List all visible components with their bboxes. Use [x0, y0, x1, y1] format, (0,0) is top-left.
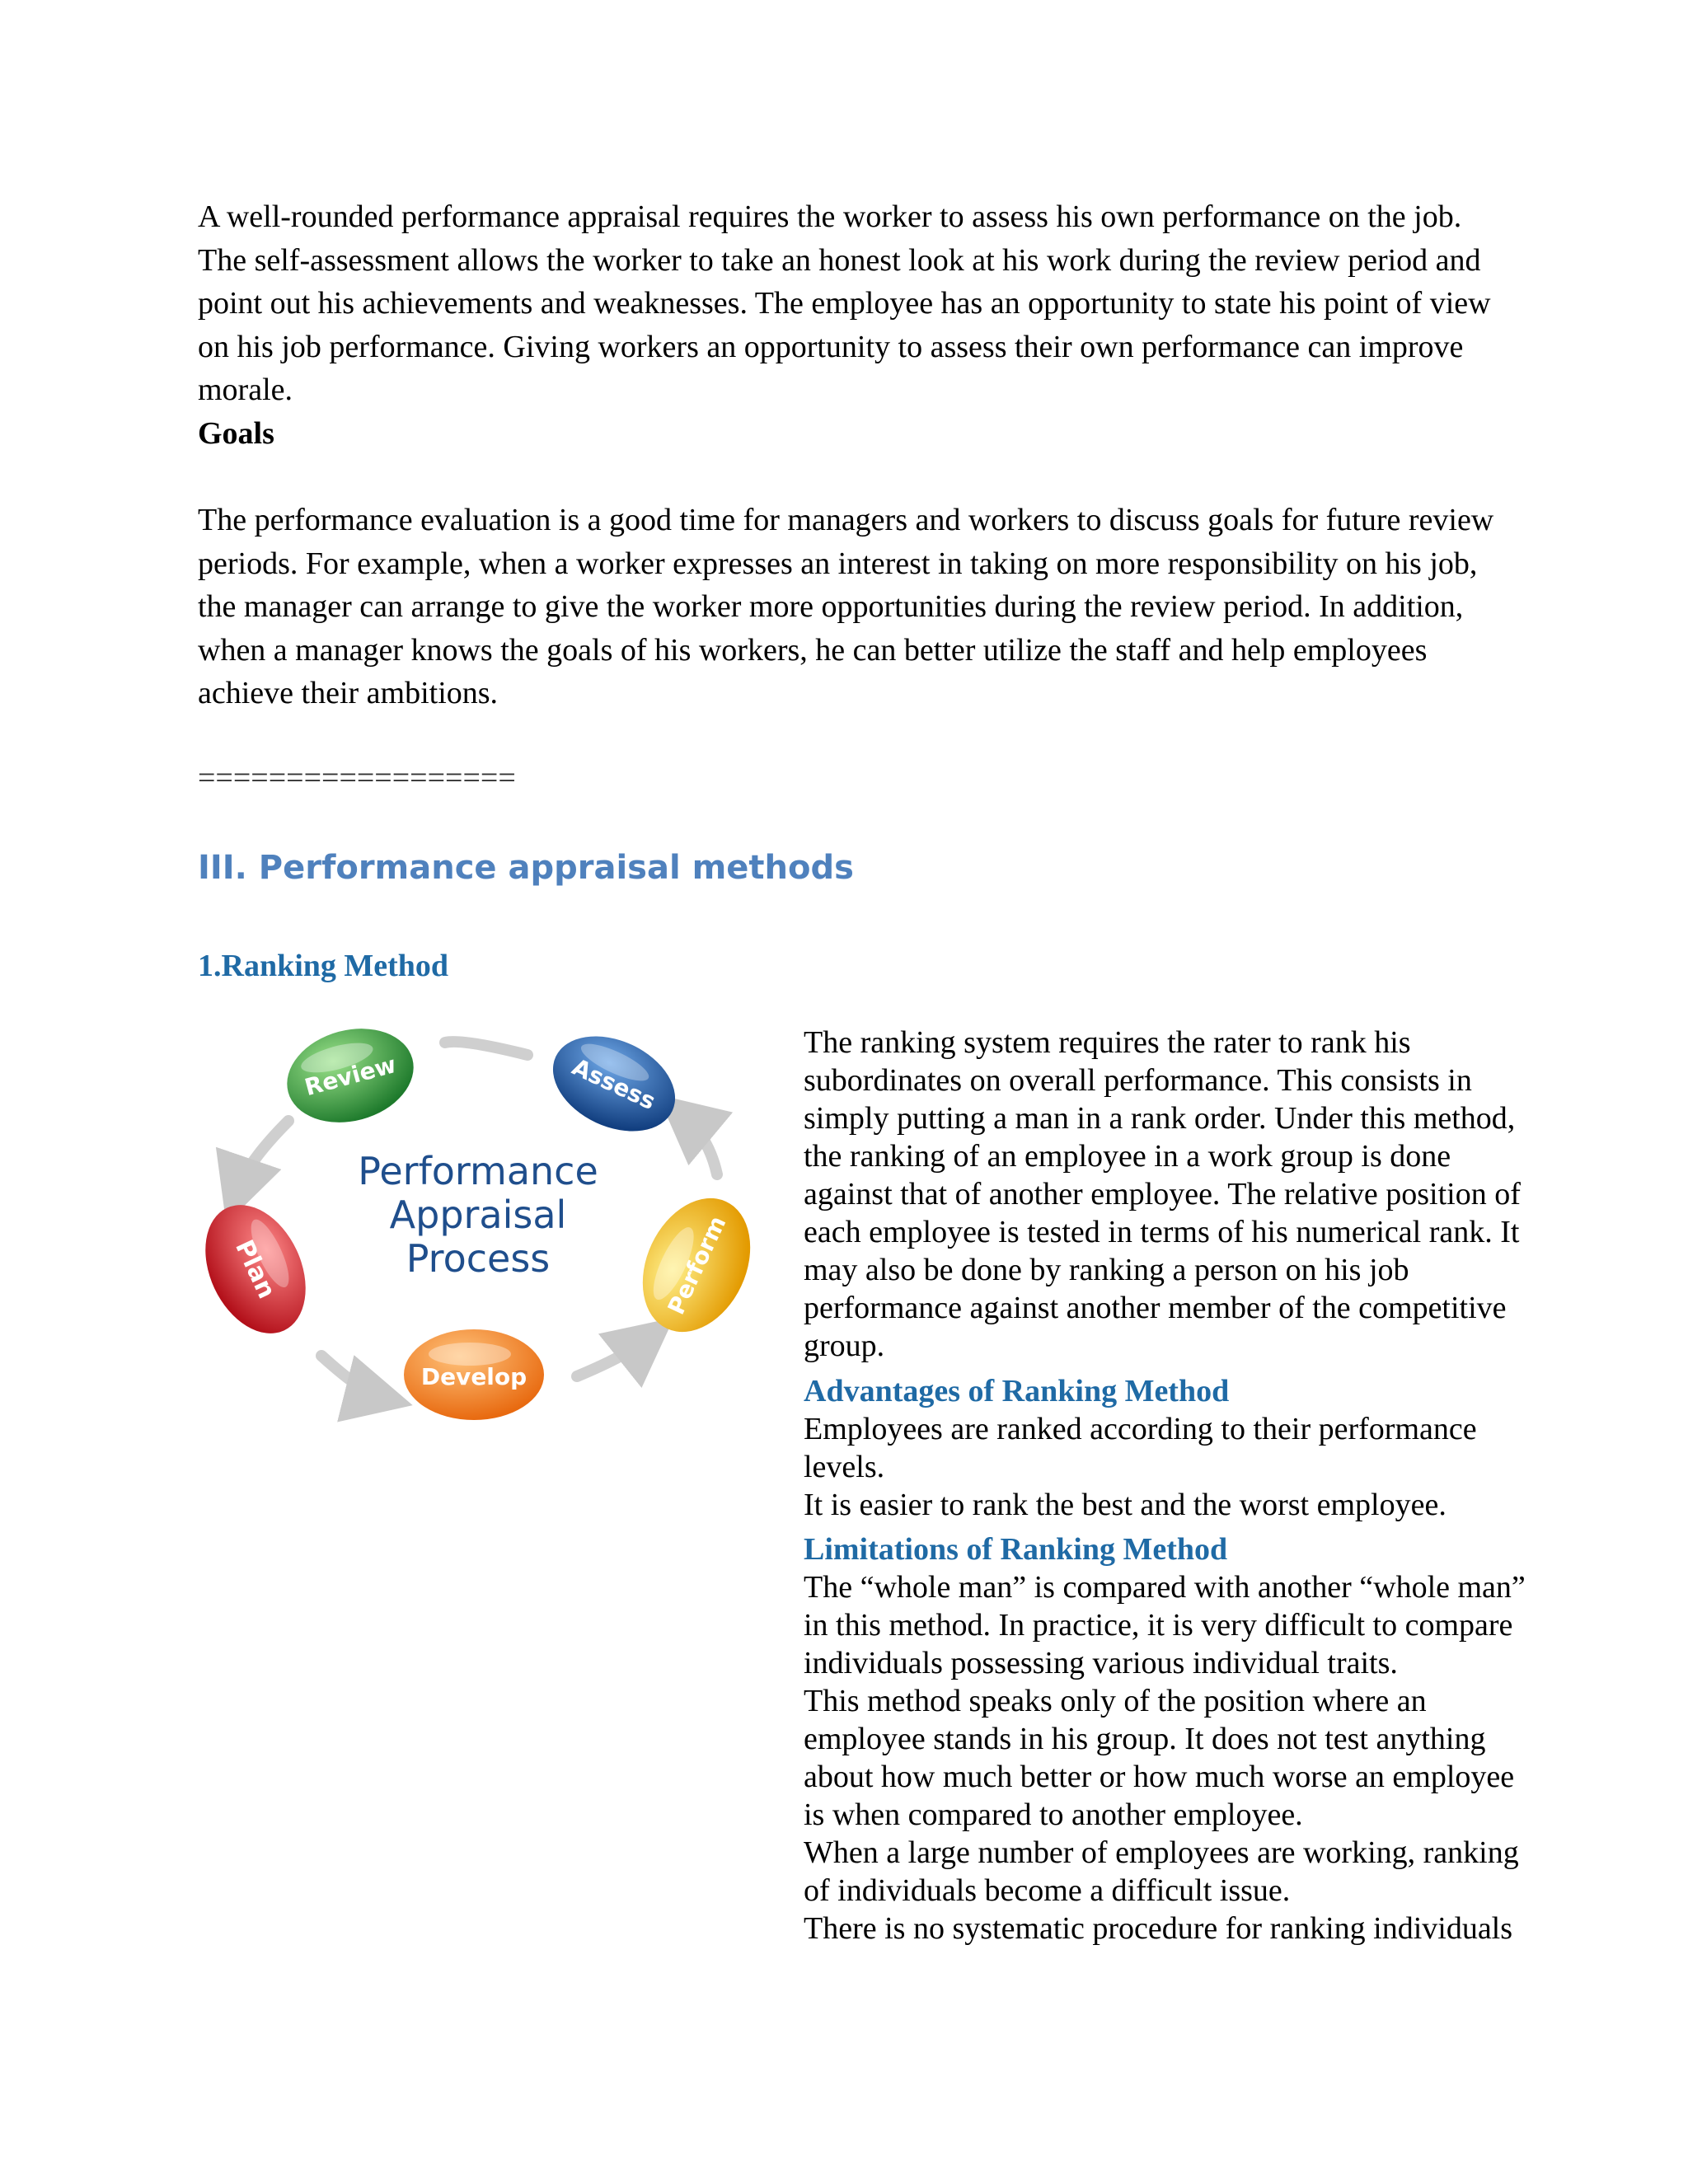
ranking-description-line: The ranking system requires the rater to rank his [804, 1025, 1411, 1060]
advantages-heading: Advantages of Ranking Method [804, 1374, 1230, 1408]
assess-label: Assess [568, 1052, 660, 1116]
arrow-plan-to-develop [321, 1356, 379, 1397]
arrow-develop-to-perform [577, 1339, 647, 1376]
advantage-line: levels. [804, 1450, 885, 1484]
section-title: III. Performance appraisal methods [198, 849, 854, 887]
diagram-title-line-3: Process [406, 1236, 551, 1281]
limitation-line: individuals possessing various individual traits. [804, 1646, 1398, 1680]
plan-label: Plan [229, 1235, 282, 1304]
advantage-line: It is easier to rank the best and the worst employee. [804, 1488, 1447, 1522]
limitation-line: employee stands in his group. It does not test anything [804, 1722, 1486, 1756]
develop-stage [404, 1329, 544, 1420]
diagram-title-line-2: Appraisal [389, 1193, 567, 1237]
ranking-description-line: the ranking of an employee in a work group is done [804, 1139, 1451, 1174]
develop-label: Develop [420, 1363, 528, 1390]
advantage-line: Employees are ranked according to their performance [804, 1412, 1477, 1446]
performance-appraisal-process-diagram [198, 1022, 758, 1451]
ranking-description-line: against that of another employee. The relative position of [804, 1177, 1521, 1212]
ranking-description-line: may also be done by ranking a person on his job [804, 1253, 1409, 1287]
limitation-line: There is no systematic procedure for ranking individuals [804, 1911, 1513, 1946]
self-assessment-paragraph: A well-rounded performance appraisal requires the worker to assess his own performance on the job. The self-assessment allows the worker to take an honest look at his work during the review period and point out his achievements and weaknesses. The employee has an opportunity to state his point of view on his job performance. Giving workers an opportunity to assess their own performance can improve morale. [198, 199, 1491, 407]
limitation-line: in this method. In practice, it is very difficult to compare [804, 1608, 1513, 1643]
assess-stage [537, 1022, 690, 1150]
limitation-line: The “whole man” is compared with another “whole man” [804, 1570, 1526, 1605]
ranking-description-line: group. [804, 1329, 885, 1363]
ranking-description-line: performance against another member of the competitive [804, 1291, 1507, 1325]
arrow-assess-to-review [445, 1042, 528, 1055]
ranking-description-line: subordinates on overall performance. This consists in [804, 1063, 1472, 1098]
limitations-heading: Limitations of Ranking Method [804, 1532, 1228, 1567]
limitation-line: of individuals become a difficult issue. [804, 1873, 1291, 1908]
ranking-method-heading: 1.Ranking Method [198, 949, 449, 983]
ranking-description-line: simply putting a man in a rank order. Under this method, [804, 1101, 1516, 1136]
advantages-list [804, 1410, 1578, 1524]
plan-stage [198, 1188, 326, 1349]
limitations-list [804, 1568, 1578, 1947]
perform-label: Perform [662, 1212, 732, 1319]
perform-stage [622, 1181, 758, 1350]
review-label: Review [302, 1050, 400, 1102]
limitation-line: about how much better or how much worse an employee [804, 1760, 1515, 1794]
ranking-description-line: each employee is tested in terms of his numerical rank. It [804, 1215, 1520, 1249]
ranking-description [804, 1024, 1578, 1365]
review-stage [276, 1022, 424, 1136]
arrow-perform-to-assess [684, 1117, 717, 1174]
goals-heading: Goals [198, 416, 274, 451]
arrow-review-to-plan [237, 1121, 288, 1191]
limitation-line: is when compared to another employee. [804, 1797, 1303, 1832]
goals-paragraph: The performance evaluation is a good time for managers and workers to discuss goals for future review periods. For example, when a worker expresses an interest in taking on more responsibility on his job, the manager can arrange to give the worker more opportunities during the review period. In addition, when a manager knows the goals of his workers, he can better utilize the staff and help employees achieve their ambitions. [198, 503, 1494, 710]
separator-line: ================== [198, 761, 516, 795]
limitation-line: When a large number of employees are working, ranking [804, 1835, 1519, 1870]
limitation-line: This method speaks only of the position where an [804, 1684, 1427, 1718]
diagram-title-line-1: Performance [358, 1149, 598, 1193]
